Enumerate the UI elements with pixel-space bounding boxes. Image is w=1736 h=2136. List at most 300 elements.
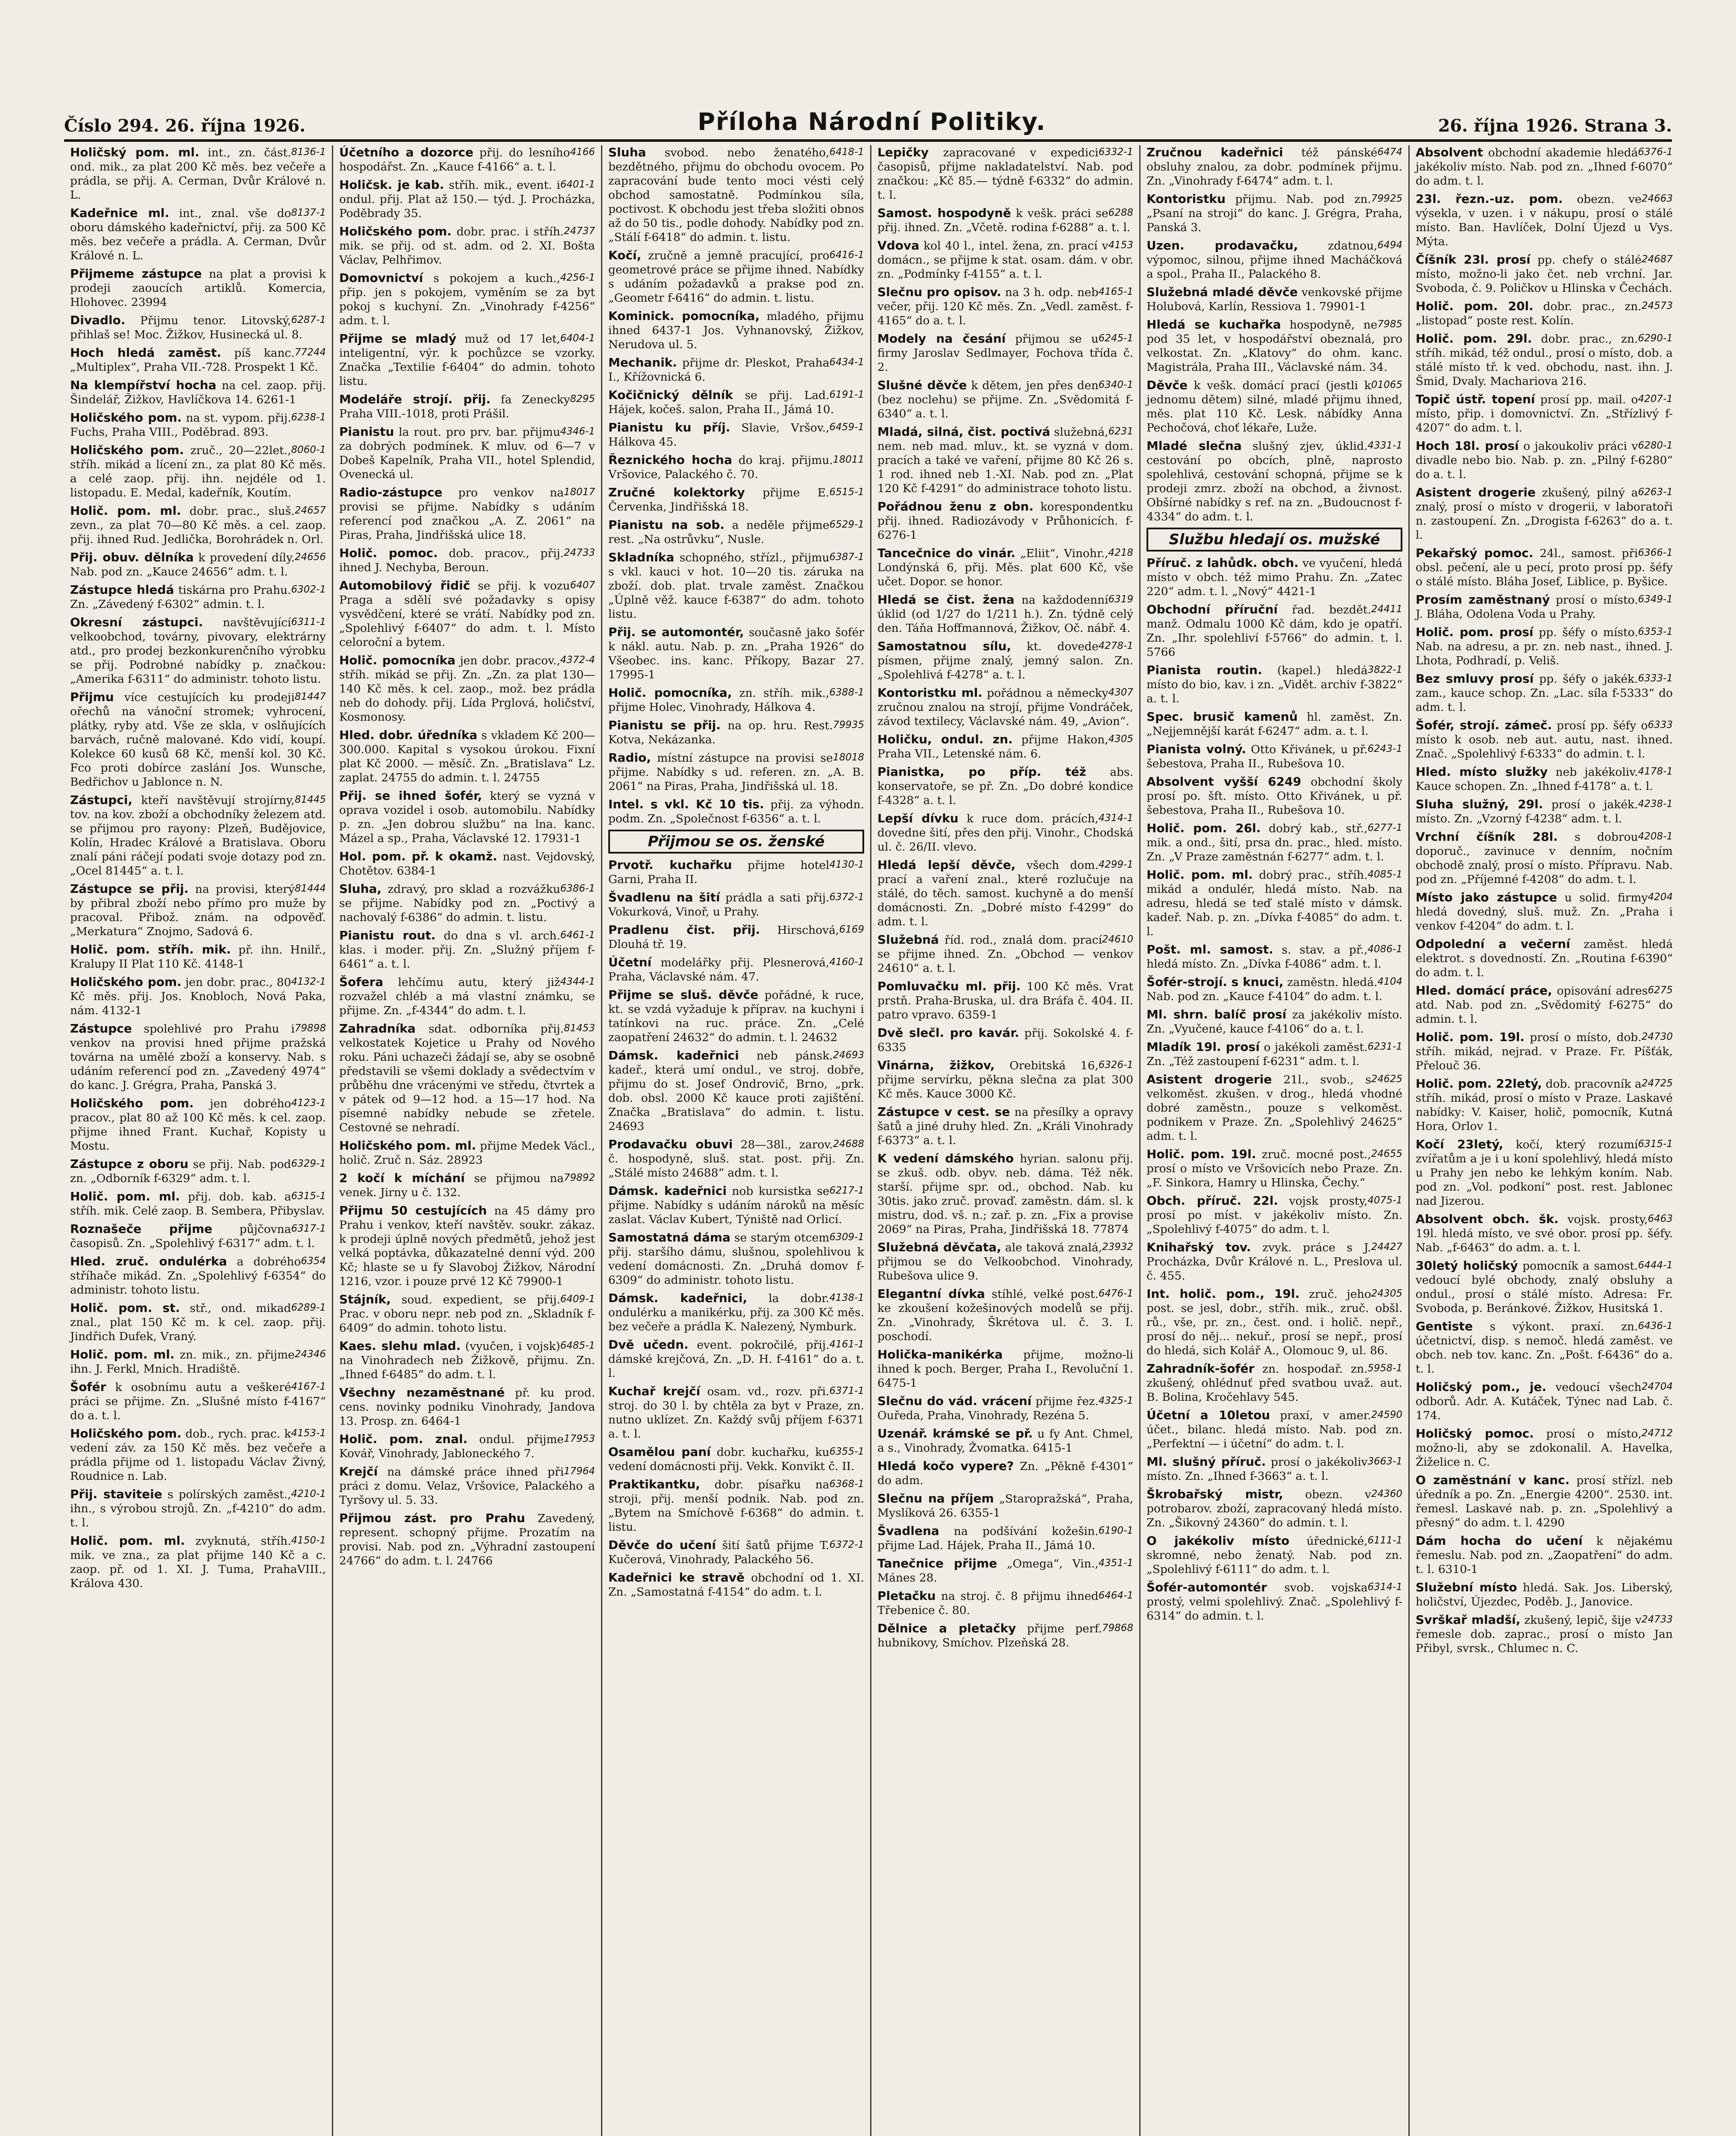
ad-keyword: Hol. pom. př. k okamž. <box>339 849 498 863</box>
ad-text: se přij. Lad. Hájek, kočeš. salon, Praha II., Jámá 10. <box>608 389 834 416</box>
ad-keyword: Kominick. pomocníka, <box>608 309 760 323</box>
classified-ad <box>1416 1473 1673 1530</box>
ad-text: 21l., svob., s velkoměst. zkušen. v drog., hledá vhodné dobré zaměstn., pouze s velkoměst. podnikem v Praze. Zn. „Spolehlivý 24625“ adm. t. l. <box>1147 1073 1402 1143</box>
ad-code: 24590 <box>1371 1409 1402 1420</box>
classified-ad <box>70 1380 326 1423</box>
ad-keyword: Praktikantku, <box>608 1477 700 1491</box>
ad-keyword: Odpolední a večerní <box>1416 937 1570 951</box>
ad-keyword: Holič. pom. ml. <box>70 504 181 518</box>
ad-text: dob. pracovník a stříh. mikád, prosí o místo v Praze. Laskavé nabídky: V. Kaiser, holič, pomocník, Kutná Hora, Orlov 1. <box>1416 1077 1673 1133</box>
ad-text: dobr. písařku na stroji, přij. menší podnik. Nab. pod zn. „Bytem na Smíchově f-6368“ do admin. t. listu. <box>608 1478 864 1534</box>
classified-ad <box>339 1171 595 1200</box>
classified-ad <box>339 1432 595 1461</box>
classified-ad <box>339 485 595 542</box>
classified-ad <box>339 1339 595 1382</box>
classified-ad <box>70 1301 326 1344</box>
ad-text: přij. do lesního hospodářst. Zn. „Kauce f-4166“ a. t. l. <box>339 146 570 173</box>
classified-ad <box>877 765 1133 807</box>
ad-code: 6461-1 <box>560 930 595 941</box>
ad-code: 6368-1 <box>829 1479 864 1490</box>
ad-code: 4150-1 <box>291 1535 326 1546</box>
ad-code: 6329-1 <box>291 1158 326 1169</box>
classified-ad <box>70 583 326 611</box>
ad-keyword: Automobilový řidič <box>339 578 470 593</box>
ad-code: 6353-1 <box>1638 626 1673 637</box>
ad-code: 6404-1 <box>560 333 595 344</box>
ad-code: 6333 <box>1648 719 1673 731</box>
classified-ad <box>877 1459 1133 1488</box>
ad-text: dob. pracov., přij. ihned J. Nechyba, Beroun. <box>339 547 564 574</box>
ad-text: obezn. v potrobarov. zboží, zapracovaný hledá místo. Zn. „Šikovný 24360“ do admin. t. l. <box>1147 1488 1402 1529</box>
ad-code: 6280-1 <box>1638 440 1673 451</box>
ad-text: na 3 h. odp. neb večer, přij. 120 Kč měs. Zn. „Vedl. zaměst. f-4165“ do a. t. l. <box>877 286 1133 327</box>
classified-ad <box>877 858 1133 929</box>
ad-code: 6169 <box>839 924 864 935</box>
ad-keyword: Místo jako zástupce <box>1416 890 1557 904</box>
ad-keyword: Elegantní dívka <box>877 1287 985 1301</box>
classified-ad <box>1147 1240 1402 1283</box>
ad-code: 4351-1 <box>1098 1558 1133 1569</box>
ad-text: stř., ond. mikad znal., plat 150 Kč m. k cel. zaop. přij. Jindřich Dufek, Vraný. <box>70 1302 326 1343</box>
ad-text: zvyk. práce s J. Procházka, Dvůr Králové n. L., Preslova ul. č. 455. <box>1147 1241 1402 1282</box>
ad-text: svob. vojska prostý, velmi spolehlivý. Znač. „Spolehlivý f-6314“ do admin. t. l. <box>1147 1581 1402 1623</box>
ad-text: zdravý, pro sklad a rozvážku se přijme. Nabídky pod zn. „Poctivý a nachovalý f-6386“ do admin. t. listu. <box>339 883 595 924</box>
ad-text: modelářky přij. Plesnerová, Praha, Václavské nám. 47. <box>608 956 830 983</box>
classified-ad <box>339 271 595 328</box>
ad-keyword: Mladík 19l. prosí <box>1147 1040 1260 1054</box>
ad-code: 6474 <box>1377 147 1402 158</box>
ad-keyword: Služebná <box>877 933 939 947</box>
classified-ad <box>608 1445 864 1473</box>
ad-text: na dámské práce ihned při práci z domu. Velaz, Vršovice, Palackého a Tyršovy ul. 5. 33. <box>339 1465 595 1507</box>
ad-keyword: Holičský pom. ml. <box>70 145 199 159</box>
classified-ad <box>1416 299 1673 328</box>
ad-keyword: Holičského pom. <box>70 1096 194 1110</box>
ad-keyword: Zahradníka <box>339 1021 416 1036</box>
ad-text: do dna s vl. arch. klas. i moder. přij. Zn. „Služný příjem f-6461“ a. t. l. <box>339 929 595 971</box>
classified-ad <box>608 420 864 449</box>
ad-text: fa Zenecky Praha VIII.-1018, proti Prášil. <box>339 393 570 420</box>
classified-ad <box>70 1157 326 1185</box>
classified-ad <box>608 1570 864 1599</box>
ad-text: abs. konservatoře, se př. Zn. „Do dobré kondice f-4328“ a. t. l. <box>877 766 1133 807</box>
ad-keyword: Hledá kočo vypere? <box>877 1459 1014 1473</box>
ad-keyword: Lepší dívku <box>877 811 959 825</box>
ad-text: a dobrého stříhače mikád. Zn. „Spolehlivý f-6354“ do administr. tohoto listu. <box>70 1255 326 1297</box>
ad-code: 8060-1 <box>291 444 326 455</box>
ad-code: 6311-1 <box>291 616 326 628</box>
ad-keyword: Obch. příruč. 22l. <box>1147 1194 1279 1208</box>
ad-code: 4104 <box>1377 976 1402 987</box>
ad-code: 4278-1 <box>1098 640 1133 651</box>
ad-keyword: Švadlena <box>877 1524 939 1538</box>
ad-code: 6191-1 <box>829 389 864 400</box>
classified-ad <box>608 858 864 886</box>
classified-ad <box>608 145 864 244</box>
ad-text: zdatnou, výpomoc, silnou, přijme ihned Macháčková a spol., Praha II., Palackého 8. <box>1147 239 1402 281</box>
classified-ad <box>70 313 326 342</box>
classified-ad <box>339 1138 595 1167</box>
ad-keyword: Mladé slečna <box>1147 439 1242 453</box>
ad-code: 4153 <box>1108 240 1133 251</box>
ad-keyword: K vedení dámského <box>877 1151 1014 1165</box>
ad-text: prosí pp. mail. o místo, přip. i domovnictví. Zn. „Střízlivý f-4207“ do adm. t. l. <box>1416 393 1673 434</box>
ad-text: korespondentku přij. ihned. Radiozávody v Průhonicích. f-6276-1 <box>877 500 1133 542</box>
ad-keyword: Prodavačku obuvi <box>608 1137 733 1151</box>
ad-text: tiskárna pro Prahu. Zn. „Závedený f-6302“ admin. t. l. <box>70 584 291 611</box>
ad-keyword: Škrobařský mistr, <box>1147 1487 1283 1501</box>
ad-keyword: Holič. pomocníka <box>339 653 456 667</box>
classified-ad <box>608 1137 864 1180</box>
ad-keyword: Asistent drogerie <box>1147 1072 1272 1086</box>
ad-code: 79898 <box>294 1023 326 1034</box>
ad-text: 24l., samost. při obsl. pečení, ale u pecí, proto prosí pp. šéfy o stálé místo. Bláha Josef, Liblice, p. Byšice. <box>1416 547 1673 588</box>
column-4 <box>871 145 1141 2136</box>
ad-code: 6434-1 <box>829 357 864 368</box>
ad-keyword: 2 kočí k míchání <box>339 1171 465 1185</box>
ad-text: přijme, možno-li ihned k poch. Berger, Praha I., Revoluční 1. 6475-1 <box>877 1348 1133 1390</box>
classified-ad <box>1147 775 1402 817</box>
ad-keyword: Kuchař krejčí <box>608 1384 701 1398</box>
ad-keyword: Gentiste <box>1416 1319 1473 1333</box>
ad-code: 4325-1 <box>1098 1395 1133 1406</box>
classified-ad <box>608 1338 864 1380</box>
ad-keyword: Holič. pomoc. <box>339 546 438 560</box>
ad-text: za jakékoliv místo. Zn. „Vyučené, kauce f-4106“ do a. t. l. <box>1147 1008 1402 1036</box>
ad-keyword: Stájník, <box>339 1292 391 1306</box>
ad-keyword: Vrchní číšník 28l. <box>1416 830 1558 844</box>
ad-keyword: Slečnu do vád. vrácení <box>877 1394 1032 1408</box>
ad-keyword: Hled. dobr. úředníka <box>339 728 478 742</box>
classified-ad <box>339 882 595 924</box>
ad-text: na přesílky a opravy šatů a jiné druhy hled. Zn. „Králi Vinohrady f-6373“ a. t. l. <box>877 1106 1133 1147</box>
ad-text: k ruce dom. prácích, dovedne šití, přes den přij. Vinohr., Chodská ul. č. 26/II. vlevo. <box>877 812 1133 854</box>
ad-text: vojsk prosty, prosí po míst. v jakékoliv místo. Zn. „Spolehlivý f-4075“ do adm. t. l. <box>1147 1194 1402 1236</box>
ad-keyword: Přijme se sluš. děvče <box>608 988 759 1002</box>
ad-code: 24625 <box>1371 1074 1402 1085</box>
ad-keyword: Samostatná dáma <box>608 1230 731 1244</box>
ad-text: místní zástupce na provisi se přijme. Nabídky s ud. referen. zn. „A. B. 2061“ na Piras, Praha, Jindřišská ul. 18. <box>608 751 864 793</box>
ad-code: 24712 <box>1641 1428 1673 1439</box>
ad-code: 4204 <box>1648 892 1673 903</box>
classified-ad <box>1147 1007 1402 1036</box>
classified-ad <box>877 1394 1133 1423</box>
classified-ad <box>608 1538 864 1567</box>
classified-ad <box>70 882 326 939</box>
ad-code: 4153-1 <box>291 1428 326 1439</box>
page-header <box>64 106 1672 142</box>
ad-code: 4085-1 <box>1367 869 1402 880</box>
ad-code: 6386-1 <box>560 883 595 894</box>
ad-keyword: Kadeřnice ml. <box>70 206 170 220</box>
column-3 <box>602 145 871 2136</box>
ad-keyword: Holič. pom. 22letý, <box>1416 1077 1542 1091</box>
ad-keyword: Šofér-automontér <box>1147 1580 1267 1594</box>
ad-code: 4165-1 <box>1098 286 1133 297</box>
ad-code: 17964 <box>563 1466 595 1477</box>
ad-keyword: Přij. se automontér, <box>608 625 744 639</box>
classified-ad <box>1147 556 1402 599</box>
ad-text: současně jako šofér k nákl. autu. Nab. p. zn. „Praha 1926“ do Všeobec. ins. kanc. Příkopy, Bazar 27. 17995-1 <box>608 626 864 681</box>
ad-keyword: Holič. pom. 19l. <box>1147 1147 1256 1161</box>
ad-text: přijme dr. Pleskot, Praha I., Křížovnická 6. <box>608 356 830 384</box>
ad-keyword: Zástupce z oboru <box>70 1157 189 1171</box>
classified-ad <box>877 1026 1133 1054</box>
classified-ad <box>877 732 1133 761</box>
classified-ad <box>1416 1534 1673 1576</box>
ad-text: dobr. prac., sluš. zevn., za plat 70—80 Kč měs. a cel. zaop. přij. ihned Rud. Jedlička, Borohrádek n. Orl. <box>70 505 326 546</box>
classified-ad <box>339 332 595 388</box>
ad-text: s polírských zaměst., ihn., s výrobou strojů. Zn. „f-4210“ do adm. t. l. <box>70 1488 326 1529</box>
classified-ad <box>608 309 864 352</box>
classified-ad <box>1147 1580 1402 1623</box>
ad-text: zkušený, lepič, šije v řemesle dob. zaprac., prosí o místo Jan Přibyl, svrsk., Chlumec n. C. <box>1416 1614 1673 1655</box>
ad-text: přijme E. Červenka, Jindřišská 18. <box>608 486 830 513</box>
ad-keyword: Kočičnický dělník <box>608 388 733 402</box>
classified-ad <box>877 686 1133 728</box>
ad-text: nast. Vejdovský, Chotětov. 6384-1 <box>339 850 595 877</box>
ad-code: 24663 <box>1641 193 1673 204</box>
ad-text: a neděle přijme rest. „Na ostrůvku“, Nusle. <box>608 519 830 546</box>
ad-code: 4161-1 <box>829 1339 864 1350</box>
ad-text: k nějakému řemeslu. Nab. pod zn. „Zaopatření“ do adm. t. l. 6310-1 <box>1416 1535 1673 1576</box>
ad-text: který se vyzná v oprava vozidel i osob. automobilu. Nabídky p. zn. „Jen dobrou službu“ na lna. kanc. Mázel a sp., Praha, Václavské 12. 17931-1 <box>339 789 595 845</box>
ad-text: zruč. mocné post., prosí o místo ve Vršovicích nebo Praze. Zn. „F. Sinkora, Hamry u Hlinska, Čechy.“ <box>1147 1148 1402 1189</box>
ad-code: 17953 <box>563 1433 595 1444</box>
ad-keyword: Služebná děvčata, <box>877 1240 1001 1254</box>
classified-ad <box>339 728 595 785</box>
ad-keyword: Divadlo. <box>70 313 126 327</box>
classified-ad <box>1416 252 1673 295</box>
ad-code: 6401-1 <box>560 179 595 190</box>
ad-keyword: Holič. pom. ml. <box>70 1347 175 1361</box>
ad-keyword: Holič. pom. ml. <box>70 1534 185 1548</box>
classified-ad <box>877 285 1133 328</box>
ad-code: 4256-1 <box>560 272 595 283</box>
ad-code: 6309-1 <box>829 1232 864 1243</box>
ad-keyword: Holič. pom. 26l. <box>1147 821 1261 835</box>
ad-code: 6354 <box>301 1256 326 1267</box>
ad-text: ale taková znalá, přijmou se do Velkoobchod. Vinohrady, Rubešova ulice 9. <box>877 1241 1133 1282</box>
ad-text: zručně a jemně pracující, pro geometrové práce se přijme ihned. Nabídky s udáním požadavků a prakse pod zn. „Geometr f-6416“ do admin. t. listu. <box>608 249 864 305</box>
ad-text: venkovské přijme Holubová, Karlín, Ressiova 1. 79901-1 <box>1147 286 1402 313</box>
classified-ad <box>1416 1077 1673 1133</box>
ad-text: opisování adres atd. Nab. pod zn. „Svědomitý f-6275“ do admin. t. l. <box>1416 984 1673 1026</box>
classified-ad <box>1147 663 1402 706</box>
ad-keyword: Děvče <box>1147 378 1188 392</box>
ad-text: k dětem, jen přes den (bez noclehu) se přijme. Zn. „Svědomitá f-6340“ a. t. l. <box>877 379 1133 420</box>
ad-text: na provisi, který by přibral zboží nebo přímo pro muže by pracoval. Přibož. znám. na odpověď. „Merkatura“ Znojmo, Sadová 6. <box>70 883 326 938</box>
ad-text: zn. hospodař. zn. zkušený, ohlédnuť před svatbou uvaž. aut. B. Bolina, Kročehlavy 545. <box>1147 1362 1402 1404</box>
ad-text: vojsk. prosty, 19l. hledá místo, ve své obor. prosí pp. šéfy. Nab. „f-6463“ do adm. a. t. l. <box>1416 1213 1673 1254</box>
ad-code: 6315-1 <box>1638 1138 1673 1150</box>
ad-text: úřednické, skromné, nebo ženatý. Nab. pod zn. „Spolehlivý f-6111“ do adm. t. l. <box>1147 1535 1402 1576</box>
ad-text: zapracované v expedici časopisů, přijme nakladatelství. Nab. pod značkou: „Kč 85.— týdně f-6332“ do admin. t. l. <box>877 146 1133 202</box>
supplement-title: Příloha Národní Politiky. <box>697 108 1046 136</box>
ad-text: pp. šéfy o místo. Nab. na adresu, a pr. zn. neb nast., ihned. J. Lhota, Podhradí, p. Veliš. <box>1416 626 1673 667</box>
ad-code: 6464-1 <box>1098 1590 1133 1601</box>
ad-code: 6349-1 <box>1638 594 1673 605</box>
ad-code: 3663-1 <box>1367 1456 1402 1467</box>
ad-code: 4307 <box>1108 687 1133 698</box>
ad-text: kt. dovede písmen, přijme znalý, jemný salon. Zn. „Spolehlivá f-4278“ a. t. l. <box>877 640 1133 681</box>
ad-text: pp. šéfy o jakék. zam., kauce schop. Zn. „Lac. síla f-5333“ do adm. t. l. <box>1416 672 1673 714</box>
ad-keyword: Holič. pom. ml. <box>70 1189 180 1203</box>
ad-keyword: Služební místo <box>1416 1580 1517 1594</box>
ad-keyword: Slušné děvče <box>877 378 967 392</box>
ad-text: přij. dob. kab. a stříh. mik. Celé zaop. B. Sembera, Přibyslav. <box>70 1190 325 1218</box>
classified-ad <box>608 453 864 481</box>
ad-text: přijme řez. Ouředa, Praha, Vinohrady, Rezéna 5. <box>877 1395 1099 1422</box>
ad-code: 6111-1 <box>1367 1535 1402 1546</box>
ad-keyword: Hled. zruč. ondulérka <box>70 1254 227 1268</box>
ad-code: 4346-1 <box>560 426 595 437</box>
classified-ad <box>70 1096 326 1153</box>
ad-text: Hirschová, Dlouhá tř. 19. <box>608 924 839 951</box>
ad-text: stříh. mik., event. i ondul. přij. Plat až 150.— týd. J. Procházka, Poděbrady 35. <box>339 179 595 220</box>
ad-code: 6355-1 <box>829 1446 864 1457</box>
classified-ad <box>877 979 1133 1022</box>
ad-text: event. pokročilé, přij. dámské krejčová, Zn. „D. H. f-4161“ do a. t. l. <box>608 1338 864 1380</box>
ad-keyword: Krejčí <box>339 1464 378 1479</box>
ad-code: 24730 <box>1641 1031 1673 1042</box>
classified-ad <box>1416 983 1673 1026</box>
ad-keyword: Pekařský pomoc. <box>1416 546 1534 560</box>
classified-ad <box>877 425 1133 496</box>
ad-code: 24725 <box>1641 1078 1673 1089</box>
ad-keyword: Pianistu rout. <box>339 928 436 942</box>
classified-ad <box>70 942 326 971</box>
classified-ad <box>877 1491 1133 1520</box>
ad-keyword: 23l. řezn.-uz. pom. <box>1416 192 1563 206</box>
ad-text: k provedení díly. Nab. pod zn. „Kauce 24656“ adm. t. l. <box>70 551 295 578</box>
ad-keyword: Zahradník-šofér <box>1147 1361 1255 1376</box>
ad-text: se přijmou na venek. Jirny u č. 132. <box>339 1172 564 1199</box>
classified-ad <box>1147 238 1402 281</box>
ad-keyword: Hoch hledá zaměst. <box>70 346 221 360</box>
classified-ad <box>1147 1072 1402 1143</box>
ad-code: 6314-1 <box>1367 1581 1402 1593</box>
ad-keyword: Zručnou kadeřnici <box>1147 145 1283 159</box>
ad-text: zn. stříh. mik., přijme Holec, Vinohrady, Hálkova 4. <box>608 687 830 714</box>
ad-text: int., znal. vše do oboru dámského kadeřnictví, přij. za 500 Kč měs. bez večeře a prádla. A. Cerman, Dvůr Králové n. L. <box>70 207 326 262</box>
ad-code: 6277-1 <box>1367 822 1402 833</box>
column-5 <box>1141 145 1410 2136</box>
classified-ad <box>608 625 864 682</box>
classified-ad <box>70 378 326 407</box>
ad-text: svobod. nebo ženatého, bezdětného, přijmu do obchodu ovocem. Po zapracování bude tento moci vésti celý obchod samostatně. Podmínkou síla, poctivost. K obchodu jest třeba složiti obnos až do 50 tis., podle dohody. Nabídky pod zn. „Stálí f-6418“ do admin. t. listu. <box>608 146 864 244</box>
ad-code: 6243-1 <box>1367 743 1402 754</box>
ad-text: prosí o jakék. místo. Zn. „Vzorný f-4238“ adm. t. l. <box>1416 798 1638 825</box>
ad-code: 6388-1 <box>829 687 864 698</box>
ad-keyword: Pradlenu čist. přij. <box>608 923 760 937</box>
classified-ad <box>608 1384 864 1441</box>
ad-text: pořádnou a německy zručnou znalou na strojí, přijme Vondráček, závod textilecy, Václavské nám. 49, „Avion“. <box>877 687 1133 728</box>
ad-code: 6231 <box>1108 426 1133 437</box>
ad-text: na plat a provisi k prodeji zaoucích artiklů. Komercia, Hlohovec. 23994 <box>70 267 326 309</box>
ad-code: 24704 <box>1641 1381 1673 1392</box>
classified-ad <box>877 546 1133 589</box>
ad-text: jen dobr. prac., 80 Kč měs. přij. Jos. Knobloch, Nová Paka, nám. 4132-1 <box>70 976 326 1017</box>
ad-text: hledá. Sak. Jos. Liberský, holičství, Újezdec, Poděb. J., Janovice. <box>1416 1581 1673 1608</box>
ad-code: 4208-1 <box>1638 831 1673 842</box>
ad-text: prosí o místo. J. Bláha, Odolena Voda u Prahy. <box>1416 593 1638 621</box>
ad-text: řad. bezdět. manž. Odmalu 1000 Kč dám, kdo je opatří. Zn. „Ihr. spolehliví f-5766“ do admin. t. l. 5766 <box>1147 603 1402 659</box>
ad-text: přijmu. Nab. pod zn. „Psaní na stroji“ do kanc. J. Grégra, Praha, Panská 3. <box>1147 193 1402 234</box>
classified-ad <box>339 849 595 878</box>
classified-ad <box>608 1048 864 1133</box>
ad-code: 81453 <box>563 1023 595 1034</box>
ad-text: schopného, střízl., přijmu s vkl. kauci v hot. 10—20 tis. záruka na zboží. dob. plat. trvale zaměst. Značkou „Úplně věž. kauce f-6387“ do adm. tohoto listu. <box>608 551 864 621</box>
classified-ad <box>877 1556 1133 1585</box>
ad-keyword: Holičsk. je kab. <box>339 178 444 192</box>
ad-text: píš kanc. „Multiplex“, Praha VII.-728. Prospekt 1 Kč. <box>70 346 318 374</box>
ad-keyword: Holičského pom. <box>70 443 184 457</box>
classified-ad <box>70 1189 326 1218</box>
ad-text: neb pánsk. kadeř., která umí ondul., ve stroj. dobře, přijmu do st. Josef Ondrovič, Brno, „prk. dob. obsl. 2000 Kč kauce proti zajištění. Značka „Bratislava“ do admin. t. listu. 24693 <box>608 1049 864 1133</box>
ad-text: Slavie, Vršov., Hálkova 45. <box>608 421 830 449</box>
classified-ad <box>608 1230 864 1287</box>
ad-text: hl. zaměst. Zn. „Nejjemnější karát f-6247“ adm. a. t. l. <box>1147 710 1402 738</box>
ad-keyword: Kontoristku <box>1147 192 1226 206</box>
classified-ad <box>877 933 1133 975</box>
ad-keyword: Přij. se ihned šofér, <box>339 789 482 803</box>
ad-code: 24346 <box>294 1349 326 1360</box>
ad-text: kol 40 l., intel. žena, zn. prací v domácn., se přijme k stat. osam. dám. v obr. zn. „Podmínky f-4155“ a. t. l. <box>877 239 1133 281</box>
ad-code: 6387-1 <box>829 552 864 563</box>
ad-code: 6315-1 <box>291 1191 326 1202</box>
classified-ad <box>1416 1613 1673 1655</box>
classified-ad <box>1147 1287 1402 1358</box>
ad-code: 81445 <box>294 794 326 805</box>
classified-ad <box>1416 672 1673 714</box>
ad-keyword: Holič. pom. ml. <box>1147 868 1253 882</box>
classified-ad <box>70 1222 326 1250</box>
ad-text: slušný zjev, úklid. cestování po obcích, plně, naprosto spolehlivá, cestování schopná, přijme se k prodeji zmrz. zboží na obchod, a živnost. Obšírné nabídky s ref. na zn. „Budoucnost f-4334“ do adm. t. l. <box>1147 440 1402 523</box>
classified-ad <box>70 1254 326 1297</box>
ad-text: přijme perf. hubnikovy, Smíchov. Plzeňská 28. <box>877 1622 1102 1649</box>
classified-ad <box>1416 937 1673 980</box>
ad-keyword: Dám hocha do učení <box>1416 1534 1583 1548</box>
ad-text: přij. Sokolské 4. f-6335 <box>877 1027 1133 1054</box>
ad-keyword: Skladníka <box>608 550 674 564</box>
classified-ad <box>877 145 1133 202</box>
classified-ad <box>1416 625 1673 668</box>
classified-ad <box>70 1487 326 1530</box>
classified-ad <box>1147 1487 1402 1530</box>
ad-keyword: Dámsk. kadeřnici, <box>608 1291 748 1305</box>
ad-keyword: Holičský pom., je. <box>1416 1380 1547 1394</box>
ad-keyword: Holič. pom. stříh. mik. <box>70 942 231 957</box>
classified-ad <box>877 811 1133 854</box>
ad-text: obchodní od 1. XI. Zn. „Samostatná f-4154“ do adm. t. l. <box>608 1571 864 1599</box>
ad-keyword: Dámsk. kadeřnici <box>608 1184 727 1198</box>
ad-code: 77244 <box>294 347 326 358</box>
ad-keyword: Pianista routin. <box>1147 663 1262 677</box>
classified-ad <box>339 1464 595 1507</box>
ad-keyword: Absolvent obch. šk. <box>1416 1212 1559 1226</box>
ad-keyword: Dámsk. kadeřnici <box>608 1048 739 1062</box>
ad-text: dobrý kab., stř., mik. a ond., šití, prsa dn. prac., hled. místo. Zn. „V Praze zaměstnán f-6277“ adm. t. l. <box>1147 822 1402 863</box>
ad-text: př. ihn. Hnilř., Kralupy II Plat 110 Kč. 4148-1 <box>70 943 326 971</box>
ad-keyword: Všechny nezaměstnané <box>339 1385 505 1400</box>
ad-text: o jakékoli zaměst. Zn. „Též zastoupení f-6231“ adm. t. l. <box>1147 1041 1368 1068</box>
ad-keyword: Zástupci, <box>70 793 133 807</box>
column-1 <box>64 145 333 2136</box>
ad-text: na st. vypom. přij. Fuchs, Praha VIII., Poděbrad. 893. <box>70 411 291 439</box>
ad-code: 4123-1 <box>291 1097 326 1109</box>
ad-text: „Omega“, Vin., Mánes 28. <box>877 1557 1099 1584</box>
